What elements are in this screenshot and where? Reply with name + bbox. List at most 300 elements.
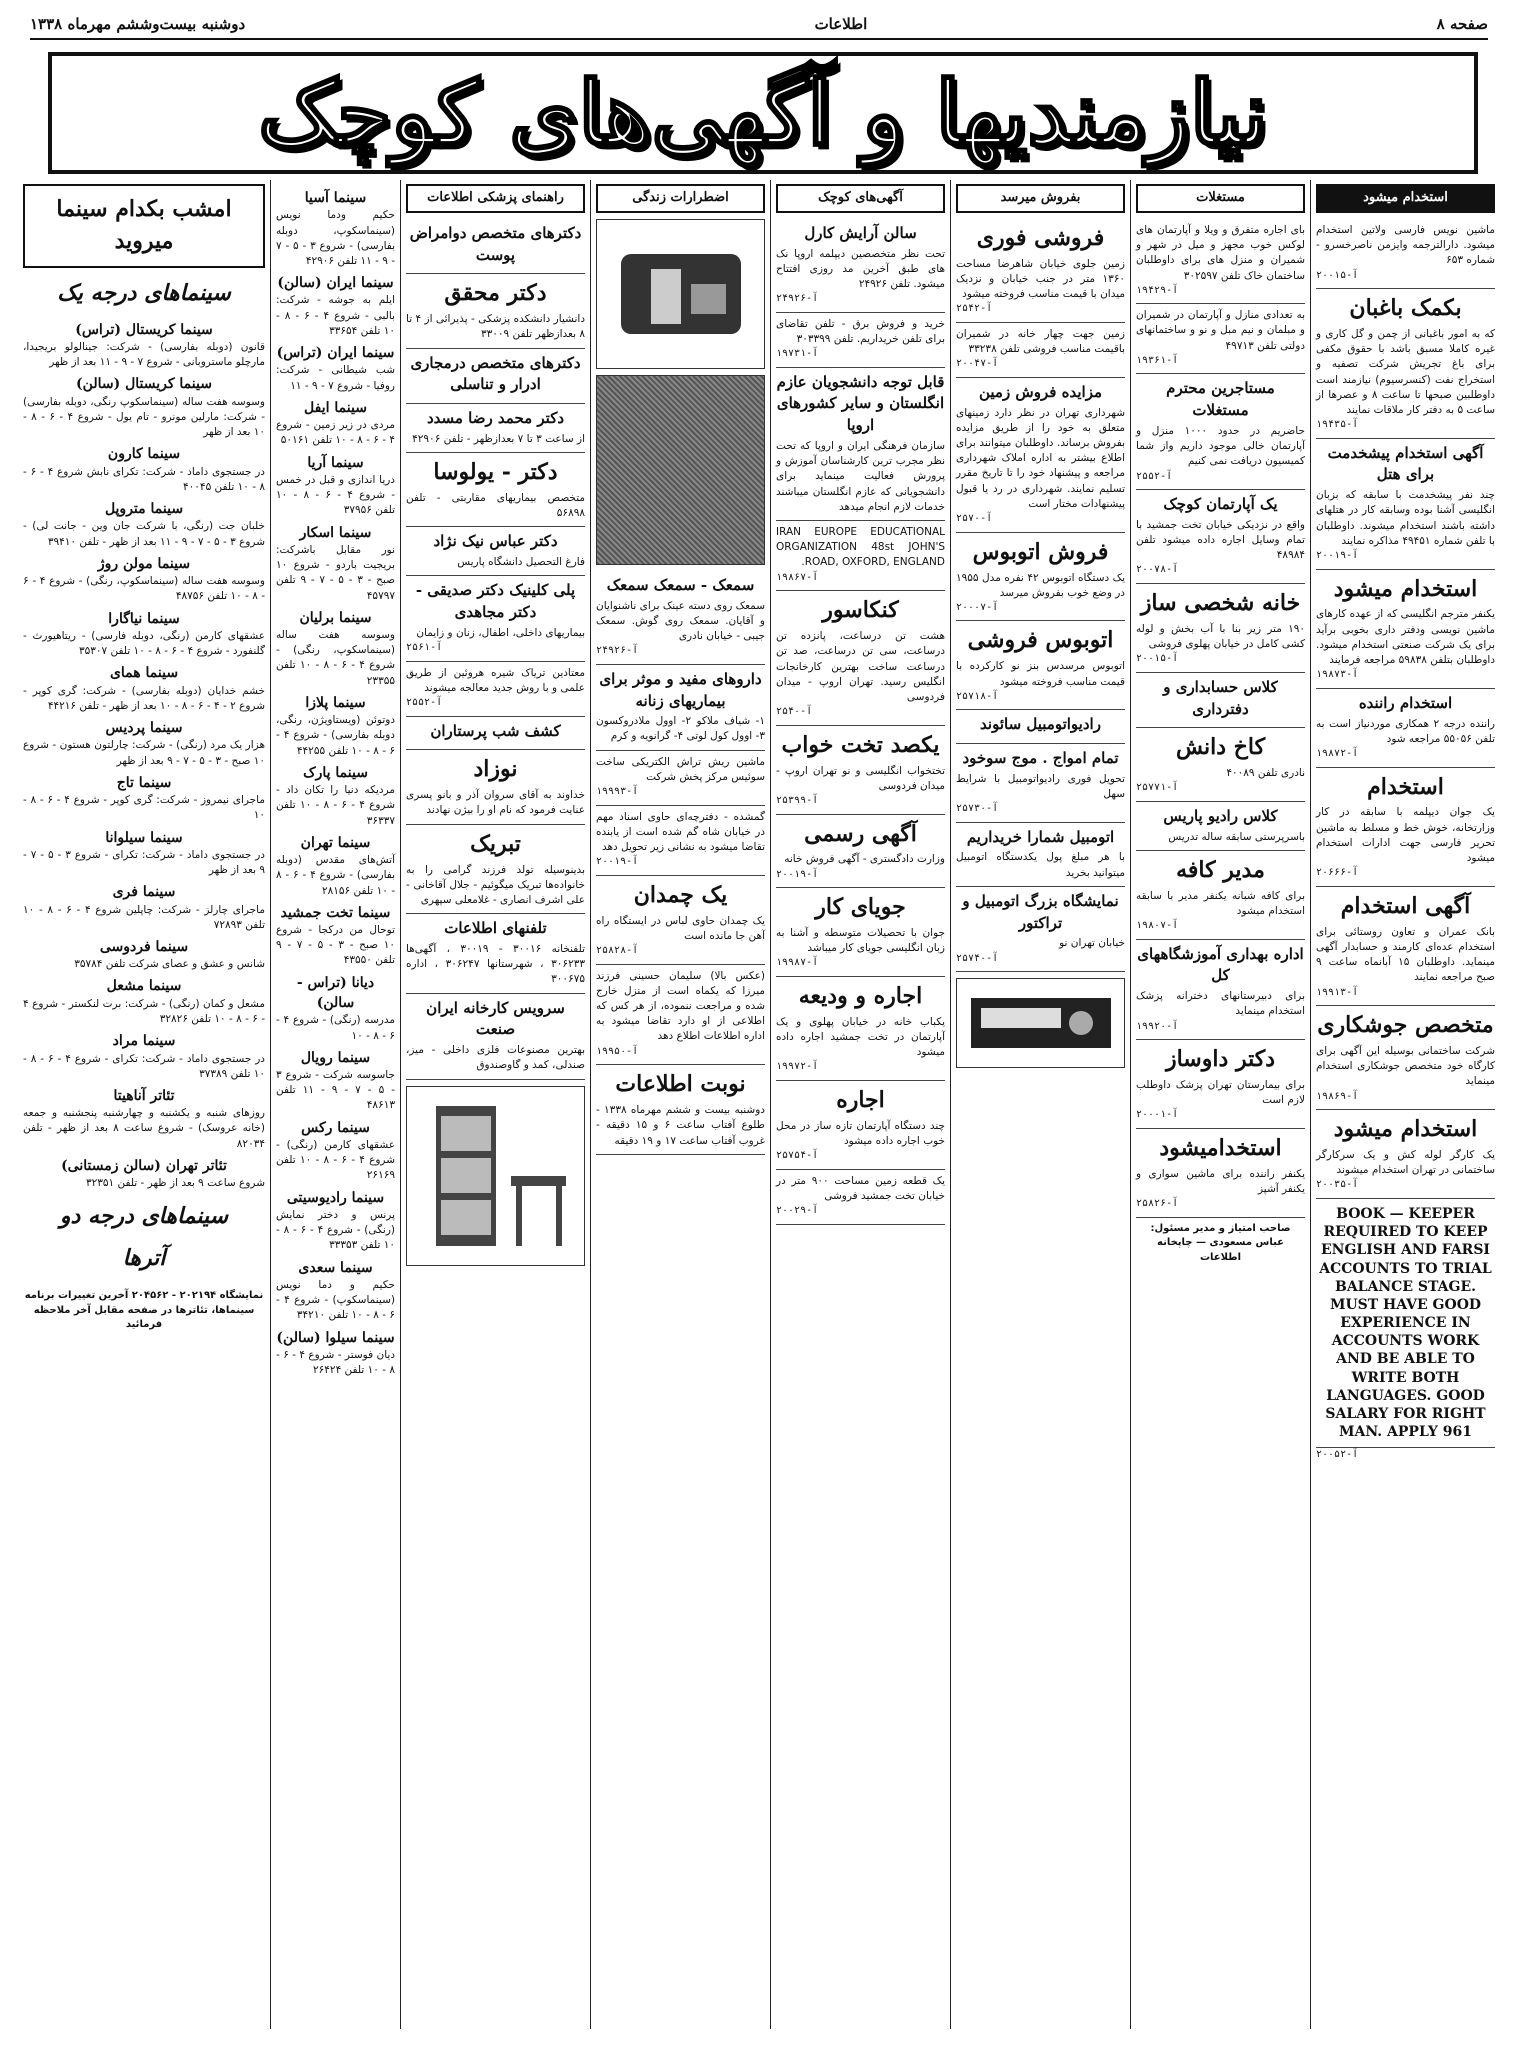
ad-code: آ-۱۹۴۳۵	[1316, 419, 1359, 431]
cinema-name: سینما کارون	[107, 446, 181, 463]
classified-ad	[1136, 1040, 1305, 1129]
ad-body: به تعدادی منازل و آپارتمان در شمیران و مبلمان و نیم مبل و نو و ساختمانهای دولتی تلفن ۴۹۷۱۳	[1136, 309, 1305, 352]
ad-body: بانک عمران و تعاون روستائی برای استخدام عده‌ای کارمند و حسابدار آگهی مینماید. داوطلبان ۱۵ آبانماه ساعت ۹ صبح مراجعه نمایند	[1316, 925, 1495, 984]
section-heading-life-needs: اضطرارات زندگی	[596, 184, 765, 213]
publisher-note: صاحب امتیاز و مدیر مسئول: عباس مسعودی — چاپخانه اطلاعات	[1150, 1222, 1291, 1263]
ad-body: خیابان تهران نو	[1059, 937, 1125, 950]
ad-body: از ساعت ۳ تا ۷ بعدازظهر - تلفن ۴۲۹۰۶	[412, 432, 585, 445]
cinema-name: سینما برلیان	[299, 609, 372, 626]
classified-ad	[406, 717, 585, 751]
cinema-name: سینما کریستال (تراس)	[75, 321, 213, 338]
classifieds-body	[18, 180, 1500, 2029]
ad-title: دکترهای متخصص دوامراض پوست	[409, 223, 582, 264]
ad-code: آ-۱۹۹۲۰	[1136, 1020, 1179, 1032]
cinema-program: خلبان جت (رنگی، با شرکت جان وین - جانت لی) - شروع ۳ - ۵ - ۷ - ۹ - ۱۱ بعد از ظهر - تلفن ۳۹۴۱۰	[23, 520, 265, 548]
ad-code: آ-۲۰۰۷۸	[1136, 564, 1179, 576]
classified-ad	[1136, 728, 1305, 802]
ad-title: آگهی استخدام	[1340, 892, 1471, 919]
classified-ad	[1316, 1006, 1495, 1110]
section-heading-medical: راهنمای پزشکی اطلاعات	[406, 184, 585, 213]
missing-person-photo	[596, 375, 765, 565]
file-cabinet-icon	[416, 1096, 576, 1256]
classified-ad	[596, 1065, 765, 1155]
classified-ad	[776, 888, 945, 977]
ad-title: استخدام میشود	[1333, 1116, 1478, 1143]
section-heading-rentals: مستغلات	[1136, 184, 1305, 213]
ad-code: آ-۲۵۷۱۸	[956, 690, 999, 702]
page-number: صفحه ۸	[1436, 15, 1488, 33]
ad-body: معتادین تریاک شیره هروئین از طریق علمی و با روش جدید معالجه میشوند	[406, 666, 585, 694]
cinema-name: سینما تخت جمشید	[280, 904, 391, 921]
cinema-program: توحال من درکجا - شروع ۱۰ صبح - ۳ - ۵ - ۷ - ۹ تلفن ۴۳۵۵۰	[276, 924, 396, 967]
cinema-program: وسوسه هفت ساله (سینماسکوپ رنگی، دوبله بفارسی) - شرکت: مارلین مونرو - تام یول - شروع ۴ - ۶ - ۸ - ۱۰ بعد از ظهر	[23, 395, 265, 439]
classified-ad	[1136, 584, 1305, 673]
ad-body: یک چمدان حاوی لباس در ایستگاه راه آهن جا مانده است	[596, 914, 765, 942]
ad-title: خانه شخصی ساز	[1140, 589, 1301, 616]
classified-ad	[956, 710, 1125, 744]
ad-body: نادری تلفن ۴۰۰۸۹	[1226, 767, 1305, 780]
first-class-cinemas-heading: سینماهای درجه یک	[57, 279, 231, 306]
ad-body: ۱- شیاف ملاکو ۲- اوول ملادروکسون ۳- اوول کول لوتی ۴- گرانویه و کرم	[596, 715, 765, 743]
ad-body: یکنفر مترجم انگلیسی که از عهده کارهای ماشین نویسی ودفتر داری بخوبی برآید برای یک شرکت صنعتی استخدام میشود. داوطلبان بتلفن ۵۹۸۳۸ مراجعه فرمایند	[1316, 608, 1495, 667]
cinema-name: سینما ایفل	[304, 399, 367, 416]
classified-ad	[776, 219, 945, 313]
cinema-name: سینما فری	[112, 884, 176, 901]
classified-ad	[1316, 570, 1495, 689]
life-ads	[596, 571, 765, 1155]
ad-code: آ-۲۰۰۰۷	[956, 601, 999, 613]
cinema-program: پرنس و دختر نمایش (رنگی) - شروع ۴ - ۶ - ۸ - ۱۰ تلفن ۳۳۳۵۳	[276, 1208, 396, 1252]
classified-ad	[1136, 802, 1305, 851]
cinema-program: در جستجوی داماد - شرکت: تکرای نابش شروع ۴ - ۶ - ۸ - ۱۰ تلفن ۴۰۰۴۵	[23, 465, 265, 493]
classified-ad	[956, 744, 1125, 823]
classified-ad	[406, 825, 585, 915]
ad-title: تبریک	[470, 830, 521, 857]
cinema-program: وسوسه هفت ساله (سینماسکوپ، رنگی) - شروع ۴ - ۶ - ۸ - ۱۰ تلفن ۲۳۳۵۵	[276, 629, 395, 687]
ad-code: آ-۲۴۹۲۶	[776, 293, 819, 305]
classified-banner	[48, 52, 1478, 174]
ad-body: هشت تن درساعت، پانزده تن درساعت، سی تن درساعت، صد تن درساعت ساخت بهترین کارخانجات انگلیس رسید. تهران اروپ - میدان فردوسی	[776, 630, 945, 703]
ad-title: تلفنهای اطلاعات	[444, 919, 547, 938]
ad-code: آ-۱۹۸۷۲	[1316, 748, 1359, 760]
ad-title: دکتر داوساز	[1165, 1046, 1275, 1073]
classified-ad	[1136, 1129, 1305, 1218]
classified-ad	[956, 323, 1125, 378]
ad-body: بای اجاره متفرق و ویلا و آپارتمان های لوکس خوب مجهز و میل در شهر و شمیران و منزل های برای داوطلبان ساختمان خاک تلفن ۳۰۲۵۹۷	[1136, 223, 1305, 282]
classified-ad	[956, 533, 1125, 622]
classified-ad	[1316, 289, 1495, 439]
cinema-program: شانس و عشق و عصای شرکت تلفن ۳۵۷۸۴	[74, 958, 265, 971]
cinema-name: سینما رادیوسیتی	[286, 1189, 385, 1206]
ad-body: فارغ التحصیل دانشگاه پاریس	[457, 556, 585, 569]
cinema-name: دیانا (تراس - سالن)	[296, 974, 375, 1011]
ad-body: ماشین ریش تراش الکتریکی ساخت سوئیس مرکز پخش شرکت	[596, 755, 765, 783]
classified-ad	[776, 1081, 945, 1170]
ad-body: تلفنخانه ۳۰۰۱۶ - ۳۰۰۱۹ ، آگهی‌ها ۳۰۶۲۳۳ ، شهرستانها ۳۰۶۲۴۷ ، اداره ۳۰۰۶۷۵	[406, 942, 586, 986]
cinema-program: دریا اندازی و قبل در خمس - شروع ۴ - ۶ - ۸ - ۱۰ تلفن ۳۷۹۵۶	[276, 473, 395, 517]
ad-title: استخدام راننده	[1358, 693, 1453, 712]
cinema-name: سینما مراد	[112, 1033, 176, 1050]
cinema-program: دیان فوستر - شروع ۴ - ۶ - ۸ - ۱۰ تلفن ۲۶۴۲۴	[276, 1348, 395, 1377]
ad-title: آگهی رسمی	[804, 820, 917, 847]
ad-body: برای کافه شبانه یکنفر مدیر با سابقه استخدام میشود	[1136, 889, 1305, 917]
cinema-list-b	[276, 188, 395, 1378]
classified-ad	[1316, 689, 1495, 768]
ad-code: آ-۱۹۸۶۷	[776, 571, 819, 583]
ad-code: آ-۲۵۸۲۶	[1136, 1198, 1179, 1210]
ad-body: (عکس بالا) سلیمان حسینی فرزند میرزا که یکماه است از منزل خارج شده و مراجعت ننموده، از هر کس که اطلاعی از او دارد تقاضا میشود به اداره اطلاعات اطلاع دهد	[596, 969, 765, 1043]
second-class-cinemas-heading: سینماهای درجه دو	[59, 1203, 229, 1230]
cinema-program: ماجرای نیمروز - شرکت: گری کوپر - شروع ۴ - ۶ - ۸ - ۱۰	[23, 794, 265, 822]
column-small-ads	[770, 180, 950, 2029]
ad-title: استخدامیشود	[1159, 1134, 1282, 1161]
ad-code: آ-۲۵۷۷۱	[1136, 782, 1179, 794]
cinema-program: در جستجوی داماد - شرکت: تکرای - شروع ۴ - ۶ - ۸ - ۱۰ تلفن ۳۷۳۸۹	[23, 1052, 265, 1080]
cinema-name: سینما نیاگارا	[108, 610, 180, 627]
sales-ads	[956, 219, 1125, 972]
section-heading-employment: استخدام میشود	[1316, 184, 1495, 213]
ad-title: آگهی استخدام پیشخدمت برای هتل	[1327, 443, 1484, 484]
radio-icon	[966, 988, 1116, 1058]
ad-code: آ-۱۹۴۲۹	[1136, 284, 1179, 296]
ad-body: یک کارگر لوله کش و یک سرکارگر ساختمانی در تهران استخدام میشوند	[1316, 1149, 1495, 1177]
banner-title: نیازمندیها و آگهی‌های کوچک	[258, 61, 1268, 165]
ad-body: یکنفر راننده برای ماشین سواری و یکنفر آشپز	[1136, 1167, 1305, 1196]
ad-title: یک چمدان	[633, 881, 728, 908]
ad-body: بیماریهای داخلی، اطفال، زنان و زایمان	[416, 626, 585, 639]
section-heading-sales: بفروش میرسد	[956, 184, 1125, 213]
ad-body: دانشیار دانشکده پزشکی - پذیرائی از ۴ تا ۸ بعدازظهر تلفن ۳۳۰۰۹	[406, 313, 585, 341]
electric-shaver-icon	[611, 234, 751, 354]
cinema-name: سینما اسکار	[299, 524, 372, 541]
ad-code: آ-۱۹۹۱۳	[1316, 986, 1359, 998]
classified-ad	[596, 965, 765, 1066]
classified-ad	[596, 665, 765, 751]
ad-body: جوان با تحصیلات متوسطه و آشنا به زبان انگلیسی جویای کار میباشد	[776, 927, 945, 955]
cinema-program: آتش‌های مقدس (دوبله بفارسی) - شروع ۴ - ۶ - ۸ - ۱۰ تلفن ۲۸۱۵۶	[276, 854, 396, 897]
ad-body: راننده درجه ۲ همکاری موردنیاز است به تلفن ۵۵۰۵۶ مراجعه شود	[1316, 717, 1495, 745]
classified-ad	[596, 806, 765, 876]
classified-ad	[776, 726, 945, 815]
ad-title: اجاره	[836, 1086, 885, 1113]
ad-body: با هر مبلغ پول یکدستگاه اتومبیل میتوانید بخرید	[956, 851, 1125, 879]
ad-body: سمعک روی دسته عینک برای ناشنوایان و آقایان. سمعک روی گوش. سمعک جیبی - خیابان نادری	[596, 599, 765, 643]
ad-title: استخدام	[1367, 773, 1444, 800]
classified-ad	[956, 219, 1125, 323]
ad-title: دکترهای متخصص درمجاری ادرار و تناسلی	[410, 353, 581, 394]
ad-title: یکصد تخت خواب	[781, 731, 940, 758]
cinema-program: قانون (دوبله بفارسی) - شرکت: جینالولو بریجیدا، مارچلو ماستروبانی - شروع ۷ - ۹ - ۱۱ بعد از ظهر	[23, 340, 265, 369]
classified-ad	[776, 313, 945, 368]
cinema-program: مشعل و کمان (رنگی) - شرکت: برت لنکستر - شروع ۴ - ۶ - ۸ - ۱۰ تلفن ۳۲۸۲۶	[23, 997, 265, 1025]
ad-title: کنکاسور	[822, 597, 899, 624]
ad-title: سمعک - سمعک سمعک	[606, 575, 755, 594]
ad-code: آ-۲۵۷۳۰	[956, 803, 999, 815]
cinema-program: مردی در زیر زمین - شروع ۴ - ۶ - ۸ - ۱۰ تلفن ۵۰۱۶۱	[276, 419, 395, 447]
ad-body: شرکت ساختمانی بوسیله این آگهی برای کارگاه خود متخصص جوشکاری استخدام مینماید	[1316, 1044, 1495, 1088]
ad-code: آ-۲۰۰۱۹	[1316, 550, 1359, 562]
cinema-program: حکیم ودما نویس (سینماسکوپ، دوبله بفارسی) - شروع ۳ - ۵ - ۷ - ۹ - ۱۱ تلفن ۴۲۹۰۶	[276, 209, 396, 267]
ad-body: متخصص بیماریهای مقاربتی - تلفن ۵۶۸۹۸	[406, 492, 585, 520]
issue-date: دوشنبه بیست‌وششم مهرماه ۱۳۳۸	[30, 15, 246, 33]
column-rentals	[1130, 180, 1310, 2029]
classified-ad	[406, 404, 585, 453]
ad-code: آ-۲۵۶۱	[406, 642, 443, 654]
classified-ad	[956, 621, 1125, 710]
ad-title: رادیواتومبیل سائوند	[980, 715, 1101, 734]
ad-code: آ-۱۹۹۷۲	[776, 1061, 819, 1073]
cinema-name: سینما پارک	[303, 764, 368, 781]
ad-body: تحت نظر متخصصین دیپلمه اروپا نک های طبق آخرین مد روزی افتتاح میشود. تلفن ۲۴۹۲۶	[776, 247, 945, 291]
column-cinemas-b	[270, 180, 400, 2029]
ad-title: کلاس حسابداری و دفترداری	[1163, 677, 1278, 718]
ad-title: نوزاد	[473, 756, 518, 783]
ad-title: سالن آرایش کارل	[804, 223, 917, 242]
ad-title: استخدام میشود	[1333, 575, 1478, 602]
ad-code: آ-۲۰۰۱۹	[776, 868, 819, 880]
classified-ad	[1316, 439, 1495, 570]
classified-ad	[776, 591, 945, 725]
classified-ad	[406, 219, 585, 275]
ad-title: دکتر محمد رضا مسدد	[426, 409, 565, 428]
cinema-section-title: امشب بکدام سینما میروید	[23, 184, 265, 268]
ad-title: جویای کار	[815, 894, 906, 921]
cinema-name: سینما کریستال (سالن)	[76, 376, 212, 393]
medical-ads	[406, 219, 585, 1080]
cinema-name: سینما ایران (تراس)	[276, 345, 395, 362]
section-heading-small-ads: آگهی‌های کوچک	[776, 184, 945, 213]
classified-ad	[776, 368, 945, 521]
ad-code: آ-۲۰۰۵۲	[1316, 1449, 1359, 1461]
ad-body: یک دستگاه اتوبوس ۴۲ نفره مدل ۱۹۵۵ در وضع خوب بفروش میرسد	[956, 571, 1125, 599]
classified-ad	[1136, 490, 1305, 584]
ad-body: حاضریم در حدود ۱۰۰۰ منزل و آپارتمان خالی موجود داریم واز شما کمیسیون دریافت نمی کنیم	[1136, 424, 1305, 468]
cinema-footer-note: نمایشگاه ۲۰۲۱۹۴ - ۲۰۴۵۶۲ آخرین تغییرات برنامه سینماها، تئاترها در صفحه مقابل آخر ملاحظه فرمائید	[24, 1290, 264, 1331]
classified-ad	[956, 378, 1125, 533]
cinema-program: روزهای شنبه و یکشنبه و چهارشنبه پنجشنبه و جمعه (خانه عروسک) - شروع ساعت ۸ بعد از ظهر - تلفن ۸۲۰۳۴	[23, 1107, 265, 1150]
ad-code: آ-۱۹۸۶۹	[1316, 1090, 1359, 1102]
classified-ad	[1316, 768, 1495, 887]
column-employment	[1310, 180, 1500, 2029]
ad-title: کلاس رادیو پاریس	[1163, 806, 1278, 825]
ad-title: فروشی فوری	[976, 224, 1105, 251]
ad-body: ماشین نویس فارسی ولاتین استخدام میشود. دارالترجمه وایزمن ناصرخسرو - شماره ۶۵۳	[1316, 223, 1495, 267]
ad-body: دوشنبه بیست و ششم مهرماه ۱۳۳۸ - طلوع آفتاب ساعت ۶ و ۱۵ دقیقه - غروب آفتاب ساعت ۱۷ و ۱۹ دقیقه	[596, 1104, 765, 1147]
ad-code: آ-۲۰۰۰۱	[1136, 1109, 1179, 1121]
ad-title: فروش اتوبوس	[972, 538, 1109, 565]
cinema-name: سینما مشعل	[106, 978, 182, 995]
ad-code: آ-۲۰۰۱۹	[596, 856, 639, 868]
ad-code: آ-۲۰۰۱۵	[1316, 269, 1359, 281]
classified-ad	[1136, 851, 1305, 940]
cinema-name: سینما همای	[109, 665, 179, 682]
ad-body: زمین جهت چهار خانه در شمیران باقیمت مناسب فروشی تلفن ۳۳۲۳۸	[956, 327, 1125, 356]
ad-title: داروهای مفید و موثر برای بیماریهای زنانه	[599, 669, 762, 710]
classified-ad	[406, 527, 585, 576]
ad-body: ۱۹۰ متر زیر بنا با آب بخش و لوله کشی کامل در خیابان پهلوی فروشی	[1136, 622, 1305, 651]
ad-body: بدینوسیله تولد فرزند گرامی را به خانواده‌ها تبریک میگوئیم - جلال آقاخانی - علی اشرف انصاری - غلامعلی سپهری	[406, 863, 585, 906]
cinema-program: در جستجوی داماد - شرکت: تکرای - شروع ۳ - ۵ - ۷ - ۹ بعد از ظهر	[23, 848, 265, 877]
cinema-name: تئاتر تهران (سالن زمستانی)	[61, 1157, 227, 1174]
ad-body: برای بیمارستان تهران پزشک داوطلب لازم است	[1136, 1079, 1305, 1107]
cinema-program: وسوسه هفت ساله (سینماسکوپ، رنگی) - شروع ۴ - ۶ - ۸ - ۱۰ تلفن ۴۸۷۵۶	[23, 575, 265, 603]
ad-code: آ-۱۹۸۰۷	[1136, 920, 1179, 932]
cinema-name: سینما رویال	[300, 1049, 371, 1066]
cinema-program: هزار یک مرد (رنگی) - شرکت: چارلتون هستون - شروع ۱۰ صبح - ۳ - ۵ - ۷ - ۹ بعد از ظهر	[23, 739, 265, 767]
ad-code: آ-۲۵۴۲	[956, 303, 993, 315]
classified-ad	[1136, 304, 1305, 374]
cinema-program: خشم خدایان (دوبله بفارسی) - شرکت: گری کوپر - شروع ۲ - ۴ - ۶ - ۸ - ۱۰ بعد از ظهر - تلفن ۴۴۲۱۶	[23, 684, 265, 712]
ad-title: اتوبوس فروشی	[967, 627, 1114, 654]
cinema-program: ماجرای چارلز - شرکت: چاپلین شروع ۴ - ۶ - ۸ - ۱۰ تلفن ۷۲۸۹۳	[23, 903, 265, 931]
cinema-program: عشقهای کارمن (رنگی) - شروع ۴ - ۶ - ۸ - ۱۰ تلفن ۲۶۱۶۹	[276, 1138, 395, 1182]
ad-title: نمایشگاه بزرگ اتومبیل و تراکتور	[962, 891, 1119, 932]
ad-code: آ-۲۵۳۹۹	[776, 795, 819, 806]
classified-ad	[776, 1170, 945, 1225]
classified-ad	[406, 349, 585, 405]
employment-ads	[1316, 219, 1495, 1199]
ad-title: اجاره و ودیعه	[798, 982, 923, 1009]
cinema-program: شب شیطانی - شرکت: روفیا - شروع ۷ - ۹ - ۱۱	[276, 364, 395, 392]
ad-title: مدیر کافه	[1176, 856, 1265, 883]
cinema-program: عشقهای کارمن (رنگی، دوبله فارسی) - ریتاهیورث - گلنفورد - شروع ۴ - ۶ - ۸ - ۱۰ تلفن ۳۵۳۰۷	[23, 629, 265, 658]
classified-ad	[406, 576, 585, 661]
classified-ad	[1136, 673, 1305, 729]
ad-body: تحویل فوری رادیواتومبیل با شرایط سهل	[956, 772, 1125, 800]
ad-code: آ-۱۹۹۵۰	[596, 1045, 639, 1057]
cinema-name: سینما ایران (سالن)	[277, 275, 394, 292]
classified-ad	[406, 453, 585, 527]
shaver-image	[596, 219, 765, 369]
classified-ad	[776, 815, 945, 889]
ad-body: خداوند به آقای سروان آذر و بانو پسری عنایت فرمود که نام او را بیژن نهادند	[406, 789, 585, 817]
classified-ad	[776, 977, 945, 1081]
ad-title: اتومبیل شمارا خریداریم	[966, 827, 1115, 846]
ad-body: بهترین مصنوعات فلزی داخلی - میز، صندلی، کمد و گاوصندوق	[406, 1044, 585, 1072]
ad-title: سرویس کارخانه ایران صنعت	[426, 998, 565, 1039]
cinema-name: سینما فردوسی	[99, 938, 189, 955]
ad-body: چند دستگاه آپارتمان تازه ساز در محل خوب اجاره داده میشود	[776, 1119, 945, 1148]
classified-ad	[1136, 940, 1305, 1040]
cinema-program: نور مقابل باشرکت: بریجیت باردو - شروع ۱۰ صبح - ۳ - ۵ - ۷ - ۹ تلفن ۴۵۷۹۷	[276, 543, 395, 602]
rentals-ads	[1136, 219, 1305, 1218]
ad-code: آ-۱۹۳۶۱	[1136, 354, 1179, 366]
cinema-program: ایلم به جوشه - شرکت: بالبی - شروع ۴ - ۶ - ۸ - ۱۰ تلفن ۳۳۶۵۴	[276, 294, 395, 337]
ad-code: آ-۲۰۰۴۷	[956, 358, 999, 370]
ad-code: آ-۲۰۰۳۵	[1316, 1179, 1359, 1191]
ad-title: یک آپارتمان کوچک	[1163, 495, 1278, 514]
ad-title: نوبت اطلاعات	[615, 1071, 746, 1098]
cinema-name: تئاتر آناهیتا	[113, 1087, 175, 1104]
ad-body: گمشده - دفترچه‌ای حاوی اسناد مهم در خیابان شاه گم شده است از یابنده تقاضا میشود به نشانی زیر تحویل دهد	[596, 810, 765, 854]
ad-code: آ-۲۰۰۲۹	[776, 1205, 819, 1217]
ad-code: آ-۲۰۶۶۶	[1316, 867, 1359, 879]
ad-body: واقع در نزدیکی خیابان تخت جمشید با تمام وسایل اجاره داده میشود تلفن ۴۸۹۸۴	[1136, 518, 1305, 562]
ad-body: برای دبیرستانهای دخترانه پزشک استخدام مینماید	[1136, 990, 1305, 1018]
ad-body: یک قطعه زمین مساحت ۹۰۰ متر در خیابان تخت جمشید فروشی	[776, 1174, 945, 1203]
ad-code: آ-۲۵۵۲	[1136, 470, 1173, 482]
cinema-name: سینما سعدی	[298, 1259, 373, 1276]
car-radio-image	[956, 978, 1125, 1068]
ad-body: یکباب خانه در خیابان پهلوی و یک آپارتمان در تخت جمشید اجاره داده میشود	[776, 1015, 945, 1059]
ad-code: آ-۲۴۹۲۶	[596, 645, 639, 657]
cinema-program: جاسوسه شرکت - شروع ۳ - ۵ - ۷ - ۹ - ۱۱ تلفن ۴۸۶۱۳	[276, 1069, 395, 1112]
cinema-name: سینما پلازا	[305, 694, 366, 711]
page-header	[30, 14, 1488, 40]
ad-code: آ-۲۵۴۰	[776, 706, 813, 718]
ad-title: اداره بهداری آموزشگاههای کل	[1137, 944, 1304, 985]
ad-title: کشف شب پرستاران	[430, 721, 561, 740]
ad-body: وزارت دادگستری - آگهی فروش خانه	[784, 853, 945, 866]
cinema-name: سینما مولن روژ	[97, 555, 191, 572]
ad-title: مستاجرین محترم مستغلات	[1166, 379, 1275, 420]
ad-body: شهرداری تهران در نظر دارد زمینهای متعلق به خود را از طریق مزایده بفروش برساند. داوطلبان میتوانند برای اطلاع بیشتر به اداره املاک شهرداری مراجعه و پیشنهاد خود را تا تاریخ مقرر تسلیم نمایند. شهرداری در رد یا قبول پیشنهادات مختار است	[956, 406, 1125, 510]
ad-title: تمام امواج . موج سوخود	[962, 749, 1119, 768]
small-ads	[776, 219, 945, 1225]
classified-ad	[956, 823, 1125, 887]
ad-body: خرید و فروش برق - تلفن تقاضای برای تلفن خریداریم. تلفن ۳۰۳۳۹۹	[776, 317, 945, 345]
cinema-program: شروع ساعت ۹ بعد از ظهر - تلفن ۳۲۳۵۱	[85, 1177, 265, 1190]
column-cinemas	[18, 180, 270, 2029]
office-furniture-image	[406, 1086, 585, 1266]
column-medical	[400, 180, 590, 2029]
ad-body: اتوبوس مرسدس بنز نو کارکرده با قیمت مناسب فروخته میشود	[956, 660, 1125, 688]
ad-body: چند نفر پیشخدمت با سابقه که بزبان انگلیسی آشنا بوده وسابقه کار در هتلهای داشته باشند استخدام میشوند. داوطلبان با تلفن شماره ۴۹۴۵۱ مذاکره نمایند	[1316, 489, 1495, 547]
classified-ad	[596, 876, 765, 965]
classified-ad	[406, 274, 585, 348]
cinema-name: سینما آسیا	[304, 190, 367, 206]
column-life-needs	[590, 180, 770, 2029]
classified-ad	[776, 521, 945, 591]
ad-body: که به امور باغبانی از چمن و گل کاری و غیره کاملا مسبق باشد با حقوق مکفی برای باغ تجریش شرکت تصفیه و استخراج نفت (کنسرسیوم) نیازمند است داوطلبین صبحها تا ساعت ۸ و عصرها از ساعت ۵ به دفتر کار ملاقات نمایند	[1316, 327, 1495, 416]
cinema-name: سینما تاج	[116, 774, 172, 791]
cinema-program: دوتوئن (ویستاویژن، رنگی، دوبله بفارسی) - شروع ۴ - ۶ - ۸ - ۱۰ تلفن ۴۴۲۵۵	[276, 714, 395, 757]
ad-code: آ-۲۵۵۲	[406, 697, 443, 709]
ad-title: دکتر - یولوسا	[433, 459, 558, 486]
cinema-program: مدرسه (رنگی) - شروع ۴ - ۶ - ۸ - ۱۰	[276, 1014, 395, 1042]
classified-ad	[1316, 1110, 1495, 1199]
ad-code: آ-۲۵۷۴۰	[956, 952, 999, 964]
classified-ad	[596, 751, 765, 806]
newspaper-name: اطلاعات	[814, 15, 868, 33]
classified-ad	[406, 662, 585, 717]
cinema-name: سینما متروپل	[104, 501, 184, 518]
cinema-name: سینما رکس	[301, 1119, 370, 1136]
classified-ad	[1136, 219, 1305, 304]
cinema-program: مردیکه دنیا را تکان داد - شروع ۴ - ۶ - ۸ - ۱۰ تلفن ۳۶۳۳۷	[276, 784, 395, 827]
classified-ad	[1316, 887, 1495, 1006]
theaters-heading: آترها	[122, 1245, 166, 1272]
ad-body: تختخواب انگلیسی و نو تهران اروپ - میدان فردوسی	[776, 764, 945, 792]
classified-ad	[1316, 219, 1495, 289]
bookkeeper-ad-english: BOOK — KEEPER REQUIRED TO KEEP ENGLISH AND FARSI ACCOUNTS TO TRIAL BALANCE STAGE. MUST HAVE GOOD EXPERIENCE IN ACCOUNTS WORK AND BE ABLE TO WRITE BOTH LANGUAGES. GOOD SALARY FOR RIGHT MAN. APPLY 961	[1316, 1199, 1495, 1448]
ad-code: آ-۱۹۷۳۱	[776, 348, 819, 360]
ad-title: دکتر محقق	[444, 280, 547, 307]
ad-title: بکمک باغبان	[1349, 295, 1462, 321]
cinema-name: سینما تهران	[300, 834, 371, 851]
cinema-name: سینما سیلوا (سالن)	[276, 1329, 395, 1346]
cinema-name: سینما آریا	[307, 454, 364, 471]
cinema-program: حکیم و دما نویس (سینماسکوپ) - شروع ۴ - ۶ - ۸ - ۱۰ تلفن ۳۴۲۱۰	[276, 1278, 395, 1322]
ad-code: آ-۱۹۹۸۷	[776, 957, 819, 969]
ad-code: آ-۱۹۹۹۳	[596, 786, 639, 798]
ad-body: سازمان فرهنگی ایران و اروپا که تحت نظر مجرب ترین کارشناسان آموزش و پرورش فعالیت مینماید برای دانشجویانی که عازم انگلستان میباشند خدمات لازم انجام میدهد	[776, 439, 945, 513]
classified-ad	[406, 994, 585, 1080]
ad-title: قابل توجه دانشجویان عازم انگلستان و سایر کشورهای اروپا	[776, 372, 945, 435]
column-sales	[950, 180, 1130, 2029]
ad-body: باسرپرستی سابقه ساله تدریس	[1168, 830, 1305, 843]
ad-code: آ-۱۹۸۷۳	[1316, 669, 1359, 681]
